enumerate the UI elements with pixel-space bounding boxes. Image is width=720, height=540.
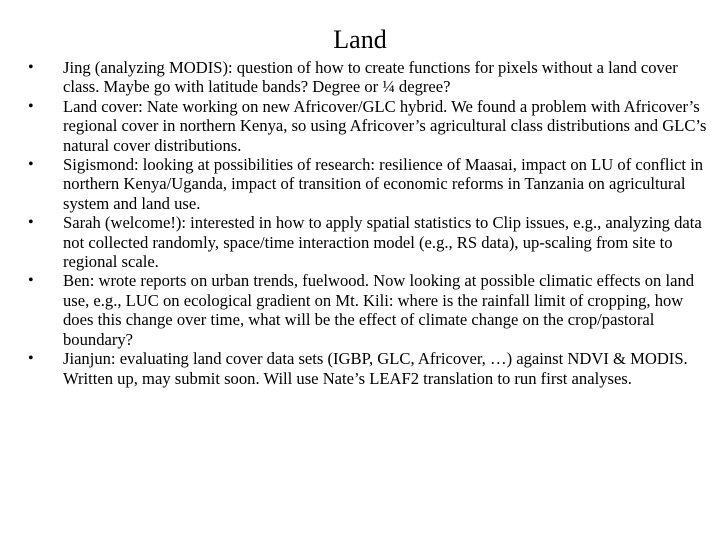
bullet-list (28, 58, 708, 388)
bullet-item (28, 349, 708, 388)
slide-title (0, 24, 720, 56)
bullet-text: Sigismond: looking at possibilities of research: resilience of Maasai, impact on LU of conflict in northern Kenya/Uganda, impact of transition of economic reforms in Tanzania on agricultural system and land use. (63, 155, 704, 213)
bullet-icon: • (28, 214, 34, 232)
slide-title-text: Land (333, 25, 387, 54)
bullet-item (28, 271, 708, 349)
bullet-icon: • (28, 156, 34, 174)
bullet-item (28, 58, 708, 97)
bullet-text: Sarah (welcome!): interested in how to apply spatial statistics to Clip issues, e.g., analyzing data not collected randomly, space/time interaction model (e.g., RS data), up-scaling from site to regional scale. (63, 213, 702, 272)
bullet-icon: • (28, 350, 34, 368)
bullet-icon: • (28, 272, 34, 290)
bullet-text: Land cover: Nate working on new Africover/GLC hybrid. We found a problem with Africover’s regional cover in northern Kenya, so using Africover’s agricultural class distributions and GLC’s natural cover distributions. (63, 96, 707, 155)
bullet-item (28, 213, 708, 271)
bullet-icon: • (28, 97, 34, 115)
bullet-text: Ben: wrote reports on urban trends, fuelwood. Now looking at possible climatic effects on land use, e.g., LUC on ecological gradient on Mt. Kili: where is the rainfall limit of cropping, how does this change over time, what will be the effect of climate change on the crop/pastoral boundary? (63, 271, 695, 349)
bullet-text: Jianjun: evaluating land cover data sets (IGBP, GLC, Africover, …) against NDVI & MODIS. Written up, may submit soon. Will use Nate’s LEAF2 translation to run first analyses. (63, 349, 688, 388)
bullet-item (28, 97, 708, 155)
bullet-item (28, 155, 708, 213)
bullet-icon: • (28, 59, 34, 76)
bullet-text: Jing (analyzing MODIS): question of how to create functions for pixels without a land cover class. Maybe go with latitude bands? Degree or ¼ degree? (63, 58, 678, 97)
